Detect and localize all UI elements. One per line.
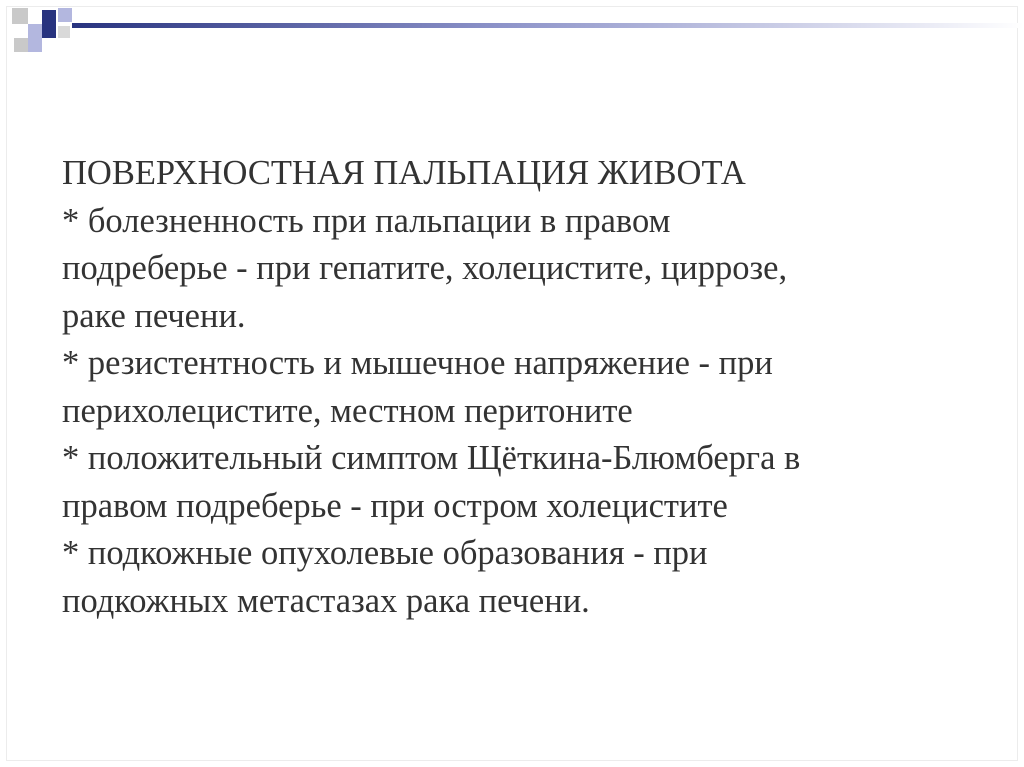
deco-square-light-mid xyxy=(28,24,42,38)
body-line: подреберье - при гепатите, холецистите, циррозе, xyxy=(62,249,788,287)
deco-square-gray-top xyxy=(12,8,28,24)
slide-title: ПОВЕРХНОСТНАЯ ПАЛЬПАЦИЯ ЖИВОТА xyxy=(62,154,746,192)
body-line: * резистентность и мышечное напряжение - при xyxy=(62,344,773,382)
deco-gradient-line xyxy=(72,23,1024,28)
deco-square-dark-mid xyxy=(42,24,56,38)
deco-square-gray-mid xyxy=(58,26,70,38)
header-decoration xyxy=(0,0,1024,70)
deco-square-dark-top xyxy=(42,10,56,24)
body-line: * подкожные опухолевые образования - при xyxy=(62,534,708,572)
body-line: * положительный симптом Щёткина-Блюмберга в xyxy=(62,439,801,477)
slide-body xyxy=(62,150,962,625)
body-line: перихолецистите, местном перитоните xyxy=(62,391,633,430)
deco-square-light-top xyxy=(58,8,72,22)
body-line: правом подреберье - при остром холецистите xyxy=(62,486,728,525)
body-line: подкожных метастазах рака печени. xyxy=(62,581,590,620)
deco-square-light-bottom xyxy=(28,38,42,52)
body-line: * болезненность при пальпации в правом xyxy=(62,201,671,240)
body-line: раке печени. xyxy=(62,296,246,335)
deco-square-gray-bottom xyxy=(14,38,28,52)
